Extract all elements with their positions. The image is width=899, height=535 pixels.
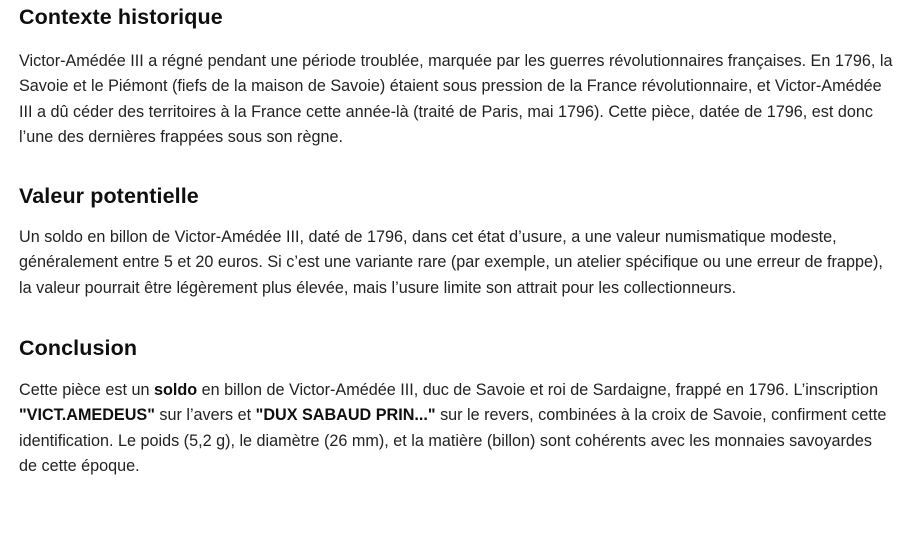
section-heading: Conclusion	[19, 336, 138, 361]
section-potential-value	[19, 182, 894, 301]
section-paragraph: Victor-Amédée III a régné pendant une période troublée, marquée par les guerres révolutionnaires françaises. En 1796, la Savoie et le Piémont (fiefs de la maison de Savoie) étaient sous pression de la France révolutionnaire, et Victor-Amédée III a dû céder des territoires à la France cette année-là (traité de Paris, mai 1796). Cette pièce, datée de 1796, est donc l’une des dernières frappées sous son règne.	[19, 52, 893, 146]
section-historical-context	[19, 3, 894, 150]
paragraph-text: Cette pièce est un	[19, 381, 154, 400]
section-paragraph: Un soldo en billon de Victor-Amédée III, daté de 1796, dans cet état d’usure, a une valeur numismatique modeste, généralement entre 5 et 20 euros. Si c’est une variante rare (par exemple, un atelier spécifique ou une erreur de frappe), la valeur pourrait être légèrement plus élevée, mais l’usure limite son attrait pour les collectionneurs.	[19, 228, 883, 297]
section-conclusion	[19, 334, 894, 479]
bold-reverse-inscription: "DUX SABAUD PRIN..."	[255, 406, 436, 425]
section-heading: Valeur potentielle	[19, 184, 199, 209]
response-content	[19, 0, 894, 479]
paragraph-text: sur le revers, combinées à la croix de Savoie, confirment cette identification. Le poids (5,2 g), le diamètre (26 mm), et la matière (billon) sont cohérents avec les monnaies savoyardes de cette époque.	[19, 406, 887, 475]
paragraph-text: sur l’avers et	[154, 406, 256, 425]
bold-obverse-inscription: "VICT.AMEDEUS"	[19, 406, 155, 425]
paragraph-text: en billon de Victor-Amédée III, duc de Savoie et roi de Sardaigne, frappé en 1796. L’inscription	[197, 381, 879, 400]
section-heading: Contexte historique	[19, 5, 223, 29]
bold-term-soldo: soldo	[153, 381, 198, 400]
section-paragraph	[19, 378, 894, 479]
